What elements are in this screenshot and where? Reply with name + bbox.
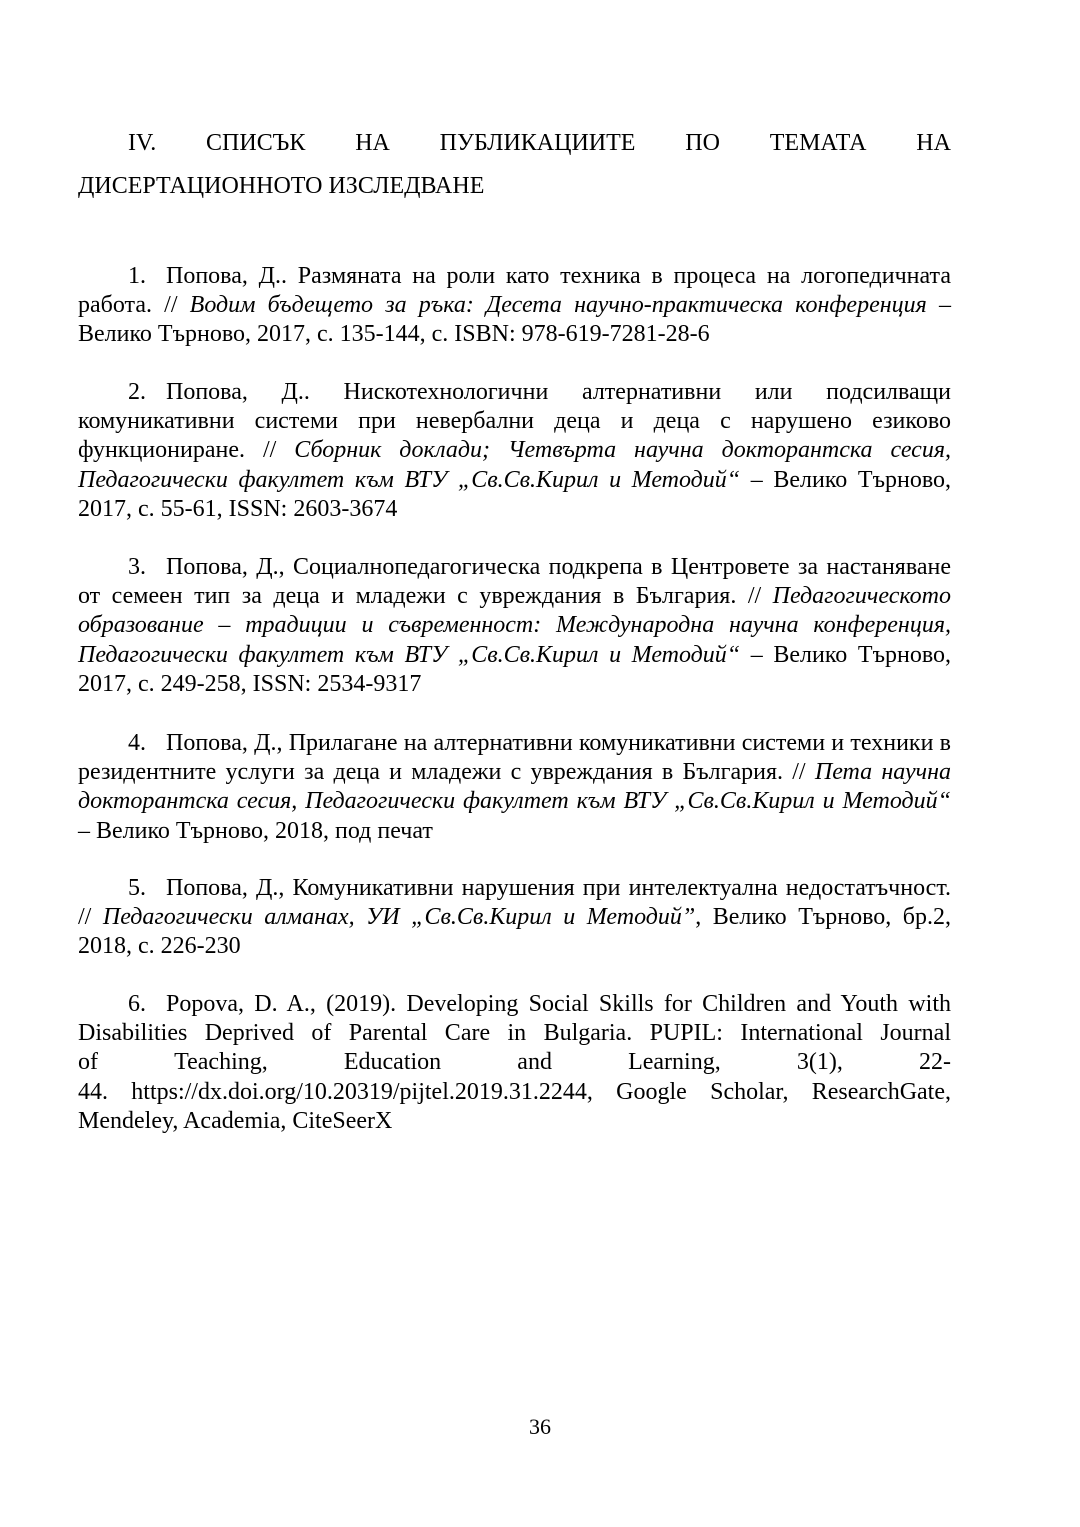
publication-item-4 — [78, 729, 951, 846]
heading-word: ПУБЛИКАЦИИТЕ — [439, 130, 636, 156]
publication-details: – Велико Търново, 2017, с. 55-61, ISSN: 2603-3674 — [78, 466, 951, 522]
publication-word: Learning, — [628, 1049, 721, 1076]
publication-source: Сборник доклади; Четвърта научна докторантска сесия, Педагогически факултет към ВТУ „Св.Св.Кирил и Методий“ — [78, 437, 951, 493]
publication-item-1 — [78, 262, 951, 350]
publication-item-5 — [78, 874, 951, 962]
publication-word: Teaching, — [174, 1049, 268, 1076]
publication-text: Попова, Д., Прилагане на алтернативни комуникативни системи и техники в резидентните услуги за деца и младежи с увреждания в България. // — [78, 730, 951, 786]
publication-word: and — [517, 1049, 552, 1076]
publication-number: 1. — [128, 263, 146, 289]
publication-number: 2. — [128, 379, 146, 405]
publication-source: Пета научна докторантска сесия, Педагогически факултет към ВТУ „Св.Св.Кирил и Методий“ — [78, 759, 952, 815]
heading-word: ТЕМАТА — [769, 130, 867, 156]
publication-word: 3(1), — [796, 1049, 843, 1076]
publication-item-2 — [78, 378, 951, 524]
heading-word: НА — [916, 130, 951, 156]
publication-item-6 — [78, 990, 951, 1136]
heading-word: НА — [355, 130, 390, 156]
publication-details: – Велико Търново, 2017, с. 249-258, ISSN: 2534-9317 — [78, 641, 951, 697]
heading-word: IV. — [128, 130, 157, 156]
publication-text: Попова, Д.. Нискотехнологични алтернативни или подсилващи комуникативни системи при невербални деца и деца с нарушено езиково функциониране. // — [78, 379, 951, 464]
section-heading — [78, 122, 951, 208]
publication-text: Popova, D. A., (2019). Developing Social Skills for Children and Youth with Disabilities Deprived of Parental Care in Bulgaria. PUPIL: International Journal — [78, 991, 951, 1047]
publication-item-3 — [78, 553, 951, 699]
publication-number: 6. — [128, 991, 146, 1017]
publication-split-line — [78, 1048, 951, 1077]
page-number: 36 — [529, 1414, 551, 1439]
publication-source: Педагогическото образование – традиции и съвременност: Международна научна конференция, Педагогически факултет към ВТУ „Св.Св.Кирил и Методий“ — [78, 583, 951, 668]
publication-text: Попова, Д., Комуникативни нарушения при интелектуална недостатъчност. // — [78, 875, 951, 931]
heading-line-2: ДИСЕРТАЦИОННОТО ИЗСЛЕДВАНЕ — [78, 173, 485, 199]
publication-number: 3. — [128, 554, 146, 580]
heading-word: СПИСЪК — [206, 130, 306, 156]
publication-number: 4. — [128, 730, 146, 756]
publication-word: 22- — [918, 1049, 951, 1076]
publication-details: – Велико Търново, 2018, под печат — [78, 817, 433, 844]
publication-text: Попова, Д., Социалнопедагогическа подкрепа в Центровете за настаняване от семеен тип за деца и младежи с увреждания в България. // — [78, 554, 951, 610]
publication-text: Попова, Д.. Размяната на роли като техника в процеса на логопедичната работа. // — [78, 263, 951, 319]
publication-details: , Велико Търново, бр.2, 2018, с. 226-230 — [78, 904, 951, 960]
heading-word: ПО — [685, 130, 720, 156]
publication-details: 44. https://dx.doi.org/10.20319/pijtel.2019.31.2244, Google Scholar, ResearchGate, Mendeley, Academia, CiteSeerX — [78, 1078, 951, 1134]
publication-word: Education — [343, 1049, 442, 1076]
publication-source: Водим бъдещето за ръка: Десета научно-практическа конференция — [189, 292, 927, 319]
heading-line-1 — [78, 122, 951, 165]
publication-source: Педагогически алманах, УИ „Св.Св.Кирил и Методий” — [102, 904, 696, 931]
publication-number: 5. — [128, 875, 146, 901]
publication-details: – Велико Търново, 2017, с. 135-144, с. ISBN: 978-619-7281-28-6 — [78, 292, 951, 348]
publication-word: of — [78, 1049, 98, 1076]
publication-line — [78, 990, 951, 1048]
